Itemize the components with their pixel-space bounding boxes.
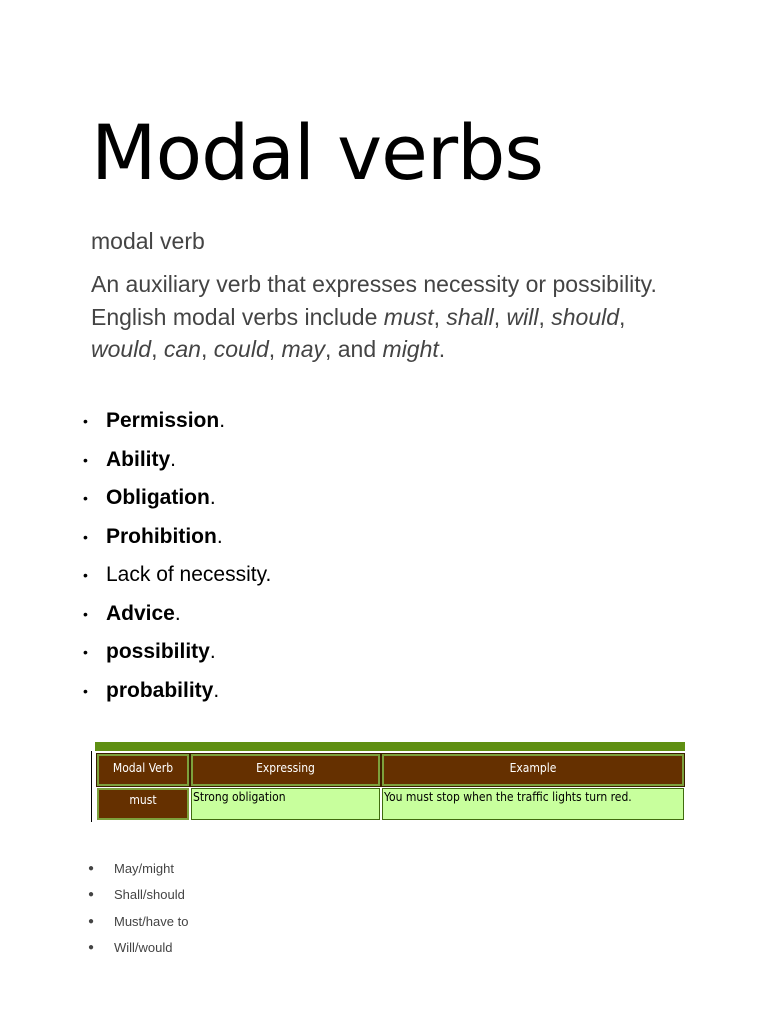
verb-may: may: [281, 336, 325, 362]
bullet-icon: •: [83, 413, 88, 429]
list-item: ● Will/would: [0, 935, 188, 961]
verb-would: would: [91, 336, 152, 362]
definition-text: An auxiliary verb that expresses necessity or possibility. English modal verbs include must, shall, will, should, would, can, could, may, and might.: [91, 271, 657, 362]
bullet-icon: •: [83, 490, 88, 506]
table-cell-example: You must stop when the traffic lights turn red.: [382, 788, 684, 820]
table-header-expressing: Expressing: [191, 754, 380, 786]
verb-must: must: [383, 303, 434, 330]
bullet-icon: •: [83, 682, 88, 699]
list-item: • Obligation.: [0, 479, 271, 518]
verb-can: can: [163, 336, 201, 362]
verb-shall: shall: [446, 303, 494, 330]
table-cell-expressing: Strong obligation: [191, 788, 380, 820]
list-item: • Lack of necessity.: [0, 556, 271, 595]
bullet-icon: •: [83, 605, 88, 622]
list-item: • Permission.: [0, 402, 271, 441]
definition-end: .: [438, 336, 446, 362]
modal-pairs-list: [0, 856, 188, 961]
table-header-modal-verb: Modal Verb: [97, 754, 189, 786]
list-item: ● May/might: [0, 856, 188, 882]
table-top-border: [95, 742, 685, 751]
list-item: ● Must/have to: [0, 909, 188, 935]
uses-list: [0, 402, 271, 710]
list-item: • Prohibition.: [0, 518, 271, 557]
list-item: • Ability.: [0, 441, 271, 480]
bullet-icon: ●: [88, 941, 95, 953]
table-header-example: Example: [382, 754, 684, 786]
definition-intro: An auxiliary verb that expresses necessity or possibility. English modal verbs include: [91, 271, 657, 330]
list-item: • probability.: [0, 672, 271, 711]
verb-will: will: [506, 303, 539, 330]
bullet-icon: •: [83, 567, 88, 583]
verb-should: should: [551, 303, 620, 330]
modal-verb-table: [91, 742, 685, 822]
bullet-icon: ●: [88, 863, 95, 874]
bullet-icon: ●: [88, 915, 95, 927]
table-left-border: [91, 751, 92, 822]
definition-and: , and: [324, 336, 383, 362]
bullet-icon: •: [83, 451, 88, 468]
verb-might: might: [382, 336, 439, 362]
bullet-icon: •: [83, 528, 88, 545]
bullet-icon: •: [83, 644, 88, 660]
list-item: ● Shall/should: [0, 882, 188, 908]
table-cell-verb: must: [97, 788, 189, 820]
verb-could: could: [213, 336, 269, 362]
page-title: Modal verbs: [91, 108, 543, 197]
bullet-icon: ●: [88, 889, 95, 901]
list-item: • possibility.: [0, 633, 271, 672]
list-item: • Advice.: [0, 595, 271, 634]
term-heading: modal verb: [91, 228, 205, 254]
